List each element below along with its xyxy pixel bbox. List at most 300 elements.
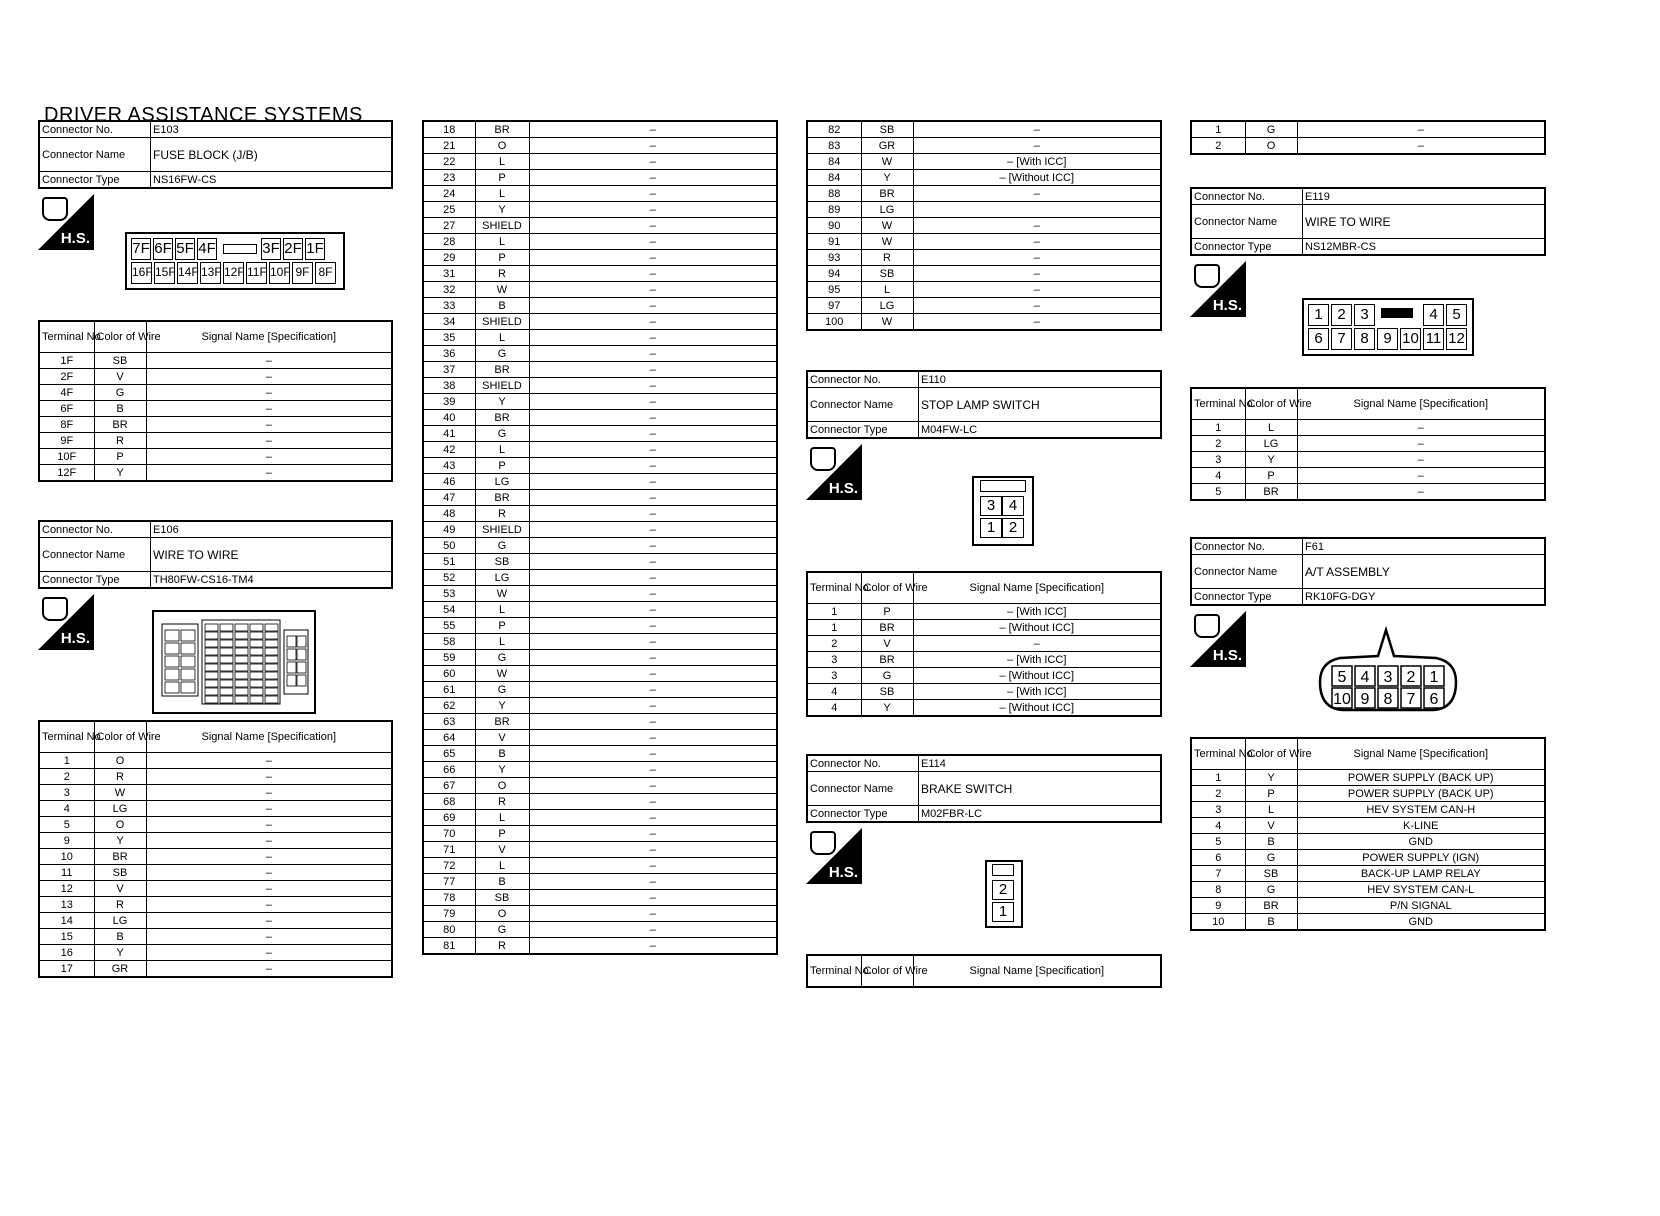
color-cell: O bbox=[1245, 138, 1297, 155]
signal-cell: – bbox=[529, 906, 777, 922]
signal-cell: – bbox=[529, 234, 777, 250]
table-row bbox=[39, 817, 392, 833]
e114-terminal-table bbox=[806, 954, 1162, 988]
color-cell: W bbox=[861, 218, 913, 234]
terminal-cell: 95 bbox=[807, 282, 861, 298]
color-cell: G bbox=[475, 346, 529, 362]
table-row bbox=[423, 250, 777, 266]
table-row bbox=[423, 474, 777, 490]
terminal-cell: 9 bbox=[1191, 898, 1245, 914]
terminal-cell: 2 bbox=[1191, 138, 1245, 155]
table-row bbox=[423, 762, 777, 778]
connector-pin: 8 bbox=[1354, 328, 1375, 350]
connector-type-label: Connector Type bbox=[39, 172, 151, 189]
terminal-cell: 50 bbox=[423, 538, 475, 554]
terminal-cell: 6F bbox=[39, 401, 94, 417]
table-row bbox=[423, 314, 777, 330]
table-row bbox=[807, 684, 1161, 700]
terminal-cell: 72 bbox=[423, 858, 475, 874]
color-cell: W bbox=[861, 314, 913, 331]
connector-pin: 12F bbox=[223, 262, 244, 284]
color-cell: L bbox=[475, 154, 529, 170]
harness-side-icon: H.S. bbox=[1190, 261, 1246, 317]
terminal-cell: 62 bbox=[423, 698, 475, 714]
signal-cell: – bbox=[529, 586, 777, 602]
signal-cell: GND bbox=[1297, 834, 1545, 850]
signal-cell: – bbox=[529, 186, 777, 202]
connector-type-value: RK10FG-DGY bbox=[1303, 589, 1546, 606]
color-header: Color of Wire bbox=[1245, 738, 1297, 770]
table-row bbox=[1191, 468, 1545, 484]
connector-type-label: Connector Type bbox=[1191, 589, 1303, 606]
terminal-cell: 22 bbox=[423, 154, 475, 170]
table-row bbox=[807, 170, 1161, 186]
signal-cell bbox=[913, 202, 1161, 218]
signal-cell: – bbox=[529, 826, 777, 842]
terminal-cell: 1 bbox=[1191, 121, 1245, 138]
signal-cell: – bbox=[529, 666, 777, 682]
connector-no-label: Connector No. bbox=[39, 121, 151, 138]
signal-cell: – bbox=[146, 785, 392, 801]
table-row bbox=[423, 922, 777, 938]
color-cell: P bbox=[475, 618, 529, 634]
terminal-cell: 78 bbox=[423, 890, 475, 906]
terminal-cell: 23 bbox=[423, 170, 475, 186]
terminal-cell: 8F bbox=[39, 417, 94, 433]
connector-pin: 7 bbox=[1406, 691, 1416, 708]
color-cell: LG bbox=[861, 298, 913, 314]
table-row bbox=[807, 620, 1161, 636]
table-row bbox=[39, 785, 392, 801]
color-cell: P bbox=[475, 170, 529, 186]
terminal-cell: 14 bbox=[39, 913, 94, 929]
table-row bbox=[423, 282, 777, 298]
page-title: DRIVER ASSISTANCE SYSTEMS bbox=[44, 104, 363, 126]
connector-pin: 1F bbox=[305, 238, 325, 260]
color-cell: SB bbox=[1245, 866, 1297, 882]
connector-no-value: F61 bbox=[1303, 538, 1546, 555]
signal-cell: – bbox=[529, 890, 777, 906]
color-cell: Y bbox=[861, 700, 913, 717]
signal-cell: – bbox=[529, 378, 777, 394]
color-cell: V bbox=[94, 881, 146, 897]
terminal-cell: 81 bbox=[423, 938, 475, 955]
signal-cell: – bbox=[913, 138, 1161, 154]
color-cell: GR bbox=[861, 138, 913, 154]
color-cell: Y bbox=[1245, 770, 1297, 786]
connector-no-value: E114 bbox=[919, 755, 1162, 772]
table-row bbox=[423, 442, 777, 458]
terminal-cell: 13 bbox=[39, 897, 94, 913]
color-cell: SB bbox=[94, 353, 146, 369]
color-cell: L bbox=[475, 634, 529, 650]
terminal-cell: 48 bbox=[423, 506, 475, 522]
table-row bbox=[807, 314, 1161, 331]
signal-header: Signal Name [Specification] bbox=[146, 721, 392, 753]
table-row bbox=[423, 378, 777, 394]
terminal-cell: 24 bbox=[423, 186, 475, 202]
connector-pin: 1 bbox=[980, 518, 1002, 538]
table-row bbox=[423, 810, 777, 826]
connector-type-label: Connector Type bbox=[807, 806, 919, 823]
table-row bbox=[39, 865, 392, 881]
connector-type-value: M04FW-LC bbox=[919, 422, 1162, 439]
signal-cell: – bbox=[529, 874, 777, 890]
color-cell: P bbox=[94, 449, 146, 465]
connector-pin: 9 bbox=[1360, 691, 1370, 708]
e106-info-table bbox=[38, 520, 393, 589]
connector-type-value: TH80FW-CS16-TM4 bbox=[151, 572, 393, 589]
signal-cell: – bbox=[529, 298, 777, 314]
terminal-cell: 15 bbox=[39, 929, 94, 945]
terminal-cell: 77 bbox=[423, 874, 475, 890]
signal-cell: – bbox=[146, 897, 392, 913]
connector-pin: 5 bbox=[1446, 304, 1467, 326]
connector-pin: 3 bbox=[1354, 304, 1375, 326]
connector-name-label: Connector Name bbox=[807, 772, 919, 806]
table-row bbox=[807, 636, 1161, 652]
signal-cell: – bbox=[529, 554, 777, 570]
signal-cell: – bbox=[146, 465, 392, 482]
terminal-cell: 54 bbox=[423, 602, 475, 618]
signal-cell: – bbox=[146, 865, 392, 881]
signal-cell: – bbox=[529, 522, 777, 538]
color-cell: SB bbox=[475, 890, 529, 906]
terminal-cell: 71 bbox=[423, 842, 475, 858]
color-cell: BR bbox=[861, 652, 913, 668]
connector-pin: 11F bbox=[246, 262, 267, 284]
table-row bbox=[1191, 914, 1545, 931]
terminal-cell: 6 bbox=[1191, 850, 1245, 866]
table-row bbox=[1191, 818, 1545, 834]
terminal-cell: 59 bbox=[423, 650, 475, 666]
signal-cell: – bbox=[529, 538, 777, 554]
terminal-cell: 65 bbox=[423, 746, 475, 762]
signal-cell: – bbox=[529, 858, 777, 874]
table-row bbox=[1191, 882, 1545, 898]
color-cell: G bbox=[475, 538, 529, 554]
signal-cell: – bbox=[529, 346, 777, 362]
table-row bbox=[423, 650, 777, 666]
table-row bbox=[1191, 898, 1545, 914]
signal-cell: – [With ICC] bbox=[913, 604, 1161, 620]
terminal-cell: 25 bbox=[423, 202, 475, 218]
signal-cell: – bbox=[529, 570, 777, 586]
terminal-cell: 2 bbox=[1191, 436, 1245, 452]
terminal-cell: 5 bbox=[39, 817, 94, 833]
terminal-cell: 37 bbox=[423, 362, 475, 378]
color-cell: SHIELD bbox=[475, 522, 529, 538]
signal-cell: – bbox=[529, 202, 777, 218]
e103-terminal-table bbox=[38, 320, 393, 482]
terminal-cell: 12 bbox=[39, 881, 94, 897]
terminal-cell: 47 bbox=[423, 490, 475, 506]
signal-cell: – bbox=[529, 794, 777, 810]
terminal-cell: 79 bbox=[423, 906, 475, 922]
color-cell: L bbox=[475, 330, 529, 346]
terminal-cell: 21 bbox=[423, 138, 475, 154]
table-row bbox=[39, 465, 392, 482]
table-row bbox=[1191, 121, 1545, 138]
color-cell: G bbox=[1245, 121, 1297, 138]
terminal-no-header: Terminal No. bbox=[1191, 738, 1245, 770]
color-cell: L bbox=[475, 810, 529, 826]
terminal-cell: 32 bbox=[423, 282, 475, 298]
terminal-cell: 5 bbox=[1191, 484, 1245, 501]
color-cell: SB bbox=[861, 121, 913, 138]
terminal-cell: 29 bbox=[423, 250, 475, 266]
signal-cell: – bbox=[146, 417, 392, 433]
terminal-cell: 69 bbox=[423, 810, 475, 826]
terminal-cell: 4 bbox=[1191, 468, 1245, 484]
connector-type-value: M02FBR-LC bbox=[919, 806, 1162, 823]
connector-key bbox=[1381, 308, 1413, 318]
signal-cell: – bbox=[529, 714, 777, 730]
color-cell: O bbox=[475, 778, 529, 794]
terminal-cell: 89 bbox=[807, 202, 861, 218]
terminal-cell: 10 bbox=[1191, 914, 1245, 931]
terminal-cell: 2 bbox=[807, 636, 861, 652]
terminal-cell: 83 bbox=[807, 138, 861, 154]
signal-header: Signal Name [Specification] bbox=[1297, 388, 1545, 420]
color-cell: V bbox=[94, 369, 146, 385]
color-cell: Y bbox=[94, 945, 146, 961]
table-row bbox=[423, 506, 777, 522]
terminal-cell: 31 bbox=[423, 266, 475, 282]
signal-cell: – bbox=[529, 810, 777, 826]
signal-cell: – bbox=[529, 250, 777, 266]
signal-cell: P/N SIGNAL bbox=[1297, 898, 1545, 914]
terminal-cell: 80 bbox=[423, 922, 475, 938]
connector-pin: 9F bbox=[292, 262, 313, 284]
terminal-cell: 91 bbox=[807, 234, 861, 250]
table-row bbox=[39, 433, 392, 449]
signal-cell: – bbox=[913, 234, 1161, 250]
color-cell: P bbox=[475, 458, 529, 474]
terminal-cell: 10 bbox=[39, 849, 94, 865]
color-cell: BR bbox=[1245, 898, 1297, 914]
color-cell: BR bbox=[94, 417, 146, 433]
color-cell: V bbox=[861, 636, 913, 652]
terminal-cell: 16 bbox=[39, 945, 94, 961]
color-cell: SHIELD bbox=[475, 218, 529, 234]
signal-cell: – [Without ICC] bbox=[913, 170, 1161, 186]
signal-cell: – bbox=[1297, 468, 1545, 484]
color-cell: B bbox=[1245, 914, 1297, 931]
f61-connector-face bbox=[1316, 626, 1460, 716]
table-row bbox=[423, 346, 777, 362]
connector-no-value: E110 bbox=[919, 371, 1162, 388]
terminal-cell: 17 bbox=[39, 961, 94, 978]
connector-pin: 1 bbox=[992, 902, 1014, 922]
signal-cell: GND bbox=[1297, 914, 1545, 931]
color-cell: BR bbox=[475, 362, 529, 378]
table-row bbox=[807, 668, 1161, 684]
connector-pin: 9 bbox=[1377, 328, 1398, 350]
signal-cell: – bbox=[1297, 420, 1545, 436]
terminal-cell: 100 bbox=[807, 314, 861, 331]
color-cell: L bbox=[861, 282, 913, 298]
table-row bbox=[807, 298, 1161, 314]
e103-info-table bbox=[38, 120, 393, 189]
signal-cell: – bbox=[529, 730, 777, 746]
signal-cell: – bbox=[529, 458, 777, 474]
signal-cell: – bbox=[529, 698, 777, 714]
connector-pin: 3F bbox=[261, 238, 281, 260]
table-row bbox=[807, 121, 1161, 138]
terminal-cell: 58 bbox=[423, 634, 475, 650]
signal-cell: – bbox=[146, 353, 392, 369]
connector-pin: 5 bbox=[1337, 669, 1347, 686]
terminal-cell: 84 bbox=[807, 154, 861, 170]
terminal-cell: 2 bbox=[39, 769, 94, 785]
connector-no-value: E103 bbox=[151, 121, 393, 138]
signal-cell: – bbox=[529, 842, 777, 858]
terminal-cell: 82 bbox=[807, 121, 861, 138]
signal-cell: – [Without ICC] bbox=[913, 668, 1161, 684]
color-cell: G bbox=[1245, 850, 1297, 866]
signal-cell: – bbox=[913, 282, 1161, 298]
signal-cell: – bbox=[529, 442, 777, 458]
terminal-cell: 4 bbox=[807, 684, 861, 700]
connector-pin: 10 bbox=[1400, 328, 1421, 350]
terminal-cell: 11 bbox=[39, 865, 94, 881]
table-row bbox=[423, 154, 777, 170]
terminal-cell: 93 bbox=[807, 250, 861, 266]
terminal-cell: 97 bbox=[807, 298, 861, 314]
connector-no-label: Connector No. bbox=[1191, 188, 1303, 205]
signal-cell: – bbox=[913, 266, 1161, 282]
signal-cell: – bbox=[146, 833, 392, 849]
color-cell: SB bbox=[475, 554, 529, 570]
terminal-cell: 55 bbox=[423, 618, 475, 634]
terminal-cell: 36 bbox=[423, 346, 475, 362]
color-cell: LG bbox=[861, 202, 913, 218]
e119-info-table bbox=[1190, 187, 1546, 256]
connector-pin: 5F bbox=[175, 238, 195, 260]
signal-cell: – [With ICC] bbox=[913, 154, 1161, 170]
connector-pin: 14F bbox=[177, 262, 198, 284]
terminal-cell: 52 bbox=[423, 570, 475, 586]
signal-cell: – bbox=[529, 650, 777, 666]
connector-pin: 1 bbox=[1429, 669, 1439, 686]
connector-no-label: Connector No. bbox=[807, 371, 919, 388]
terminal-cell: 27 bbox=[423, 218, 475, 234]
color-cell: V bbox=[1245, 818, 1297, 834]
color-cell: Y bbox=[475, 698, 529, 714]
terminal-no-header: Terminal No. bbox=[1191, 388, 1245, 420]
e106-connector-diagram bbox=[154, 612, 314, 712]
signal-cell: – bbox=[1297, 484, 1545, 501]
terminal-cell: 61 bbox=[423, 682, 475, 698]
table-row bbox=[807, 266, 1161, 282]
table-row bbox=[807, 700, 1161, 717]
color-cell: B bbox=[475, 746, 529, 762]
terminal-cell: 67 bbox=[423, 778, 475, 794]
signal-cell: – bbox=[529, 762, 777, 778]
color-cell: BR bbox=[475, 410, 529, 426]
terminal-cell: 39 bbox=[423, 394, 475, 410]
terminal-cell: 84 bbox=[807, 170, 861, 186]
color-cell: B bbox=[94, 401, 146, 417]
color-cell: O bbox=[94, 817, 146, 833]
signal-cell: – bbox=[146, 401, 392, 417]
terminal-cell: 38 bbox=[423, 378, 475, 394]
connector-name-label: Connector Name bbox=[39, 138, 151, 172]
e114-connector-face bbox=[985, 860, 1023, 928]
signal-cell: HEV SYSTEM CAN-H bbox=[1297, 802, 1545, 818]
color-cell: L bbox=[1245, 802, 1297, 818]
connector-pin: 11 bbox=[1423, 328, 1444, 350]
table-row bbox=[423, 906, 777, 922]
e106-terminal-table-2 bbox=[422, 120, 778, 955]
connector-type-label: Connector Type bbox=[807, 422, 919, 439]
connector-pin: 3 bbox=[980, 496, 1002, 516]
color-cell: G bbox=[861, 668, 913, 684]
signal-header: Signal Name [Specification] bbox=[1297, 738, 1545, 770]
signal-cell: – bbox=[913, 186, 1161, 202]
color-cell: BR bbox=[475, 121, 529, 138]
terminal-cell: 41 bbox=[423, 426, 475, 442]
table-row bbox=[807, 186, 1161, 202]
terminal-cell: 46 bbox=[423, 474, 475, 490]
signal-cell: – bbox=[146, 945, 392, 961]
color-cell: Y bbox=[475, 202, 529, 218]
color-cell: Y bbox=[94, 465, 146, 482]
color-cell: R bbox=[861, 250, 913, 266]
signal-header: Signal Name [Specification] bbox=[913, 572, 1161, 604]
connector-pin: 7 bbox=[1331, 328, 1352, 350]
color-cell: R bbox=[475, 938, 529, 955]
terminal-cell: 64 bbox=[423, 730, 475, 746]
e110-connector-face bbox=[972, 476, 1034, 546]
connector-name-value: BRAKE SWITCH bbox=[919, 772, 1162, 806]
terminal-cell: 35 bbox=[423, 330, 475, 346]
table-row bbox=[39, 849, 392, 865]
table-row bbox=[39, 929, 392, 945]
terminal-cell: 7 bbox=[1191, 866, 1245, 882]
signal-cell: – bbox=[529, 330, 777, 346]
color-cell: R bbox=[94, 897, 146, 913]
harness-side-icon: H.S. bbox=[806, 828, 862, 884]
terminal-cell: 1 bbox=[807, 604, 861, 620]
color-cell: B bbox=[94, 929, 146, 945]
terminal-cell: 63 bbox=[423, 714, 475, 730]
terminal-cell: 68 bbox=[423, 794, 475, 810]
connector-type-value: NS12MBR-CS bbox=[1303, 239, 1546, 256]
table-row bbox=[423, 138, 777, 154]
signal-cell: – [With ICC] bbox=[913, 652, 1161, 668]
signal-cell: – bbox=[146, 817, 392, 833]
color-cell: L bbox=[1245, 420, 1297, 436]
table-row bbox=[423, 121, 777, 138]
connector-type-label: Connector Type bbox=[39, 572, 151, 589]
e106-terminal-table-3 bbox=[806, 120, 1162, 331]
table-row bbox=[1191, 420, 1545, 436]
signal-cell: K-LINE bbox=[1297, 818, 1545, 834]
table-row bbox=[423, 570, 777, 586]
color-cell: R bbox=[475, 794, 529, 810]
terminal-cell: 94 bbox=[807, 266, 861, 282]
color-cell: P bbox=[475, 250, 529, 266]
table-row bbox=[423, 858, 777, 874]
terminal-cell: 33 bbox=[423, 298, 475, 314]
table-row bbox=[807, 218, 1161, 234]
color-cell: G bbox=[475, 682, 529, 698]
signal-cell: – bbox=[1297, 436, 1545, 452]
color-cell: R bbox=[94, 433, 146, 449]
table-row bbox=[807, 202, 1161, 218]
